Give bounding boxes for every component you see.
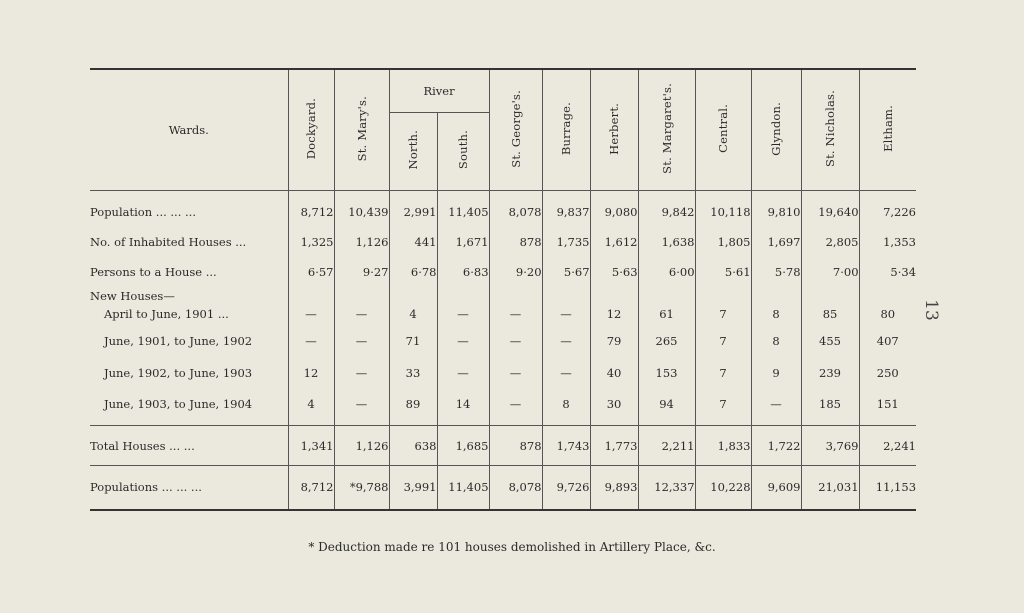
- table-cell: 2,211: [638, 426, 695, 466]
- table-cell: 7: [695, 357, 751, 389]
- table-cell: 1,341: [288, 426, 334, 466]
- central-header: Central.: [695, 69, 751, 191]
- row-label: June, 1903, to June, 1904: [104, 397, 253, 411]
- table-cell: 2,991: [389, 197, 437, 227]
- st-nicholas-header: St. Nicholas.: [801, 69, 859, 191]
- table-cell: 9,080: [590, 197, 638, 227]
- table-cell: 1,697: [751, 227, 801, 257]
- table-cell: 441: [389, 227, 437, 257]
- table-cell: 10,228: [695, 466, 751, 510]
- table-cell: 61: [638, 303, 695, 325]
- table-cell: 19,640: [801, 197, 859, 227]
- table-row: [90, 303, 916, 325]
- table-cell: 80: [859, 303, 916, 325]
- table-cell: 6·57: [288, 257, 334, 287]
- table-cell: 638: [389, 426, 437, 466]
- table-row-total-houses: [90, 426, 916, 466]
- table-cell: —: [437, 357, 489, 389]
- table-cell: 2,241: [859, 426, 916, 466]
- table-cell: 40: [590, 357, 638, 389]
- table-cell: 8,712: [288, 466, 334, 510]
- eltham-header: Eltham.: [859, 69, 916, 191]
- table-cell: 1,612: [590, 227, 638, 257]
- table-cell: 5·67: [542, 257, 590, 287]
- table-row: [90, 257, 916, 287]
- table-cell: 250: [859, 357, 916, 389]
- table-cell: 878: [489, 426, 542, 466]
- table-cell: 11,405: [437, 466, 489, 510]
- table-cell: 1,735: [542, 227, 590, 257]
- row-label: Persons to a House ...: [90, 265, 217, 279]
- table-cell: 7·00: [801, 257, 859, 287]
- table-cell: 153: [638, 357, 695, 389]
- table-cell: —: [334, 357, 389, 389]
- river-header: River: [389, 69, 489, 113]
- table-cell: —: [437, 303, 489, 325]
- table-cell: 9: [751, 357, 801, 389]
- st-margarets-header: St. Margaret's.: [638, 69, 695, 191]
- herbert-header: Herbert.: [590, 69, 638, 191]
- table-cell: 1,325: [288, 227, 334, 257]
- table-cell: 85: [801, 303, 859, 325]
- table-cell: 4: [389, 303, 437, 325]
- row-label: April to June, 1901 ...: [104, 307, 229, 321]
- table-cell: 5·63: [590, 257, 638, 287]
- table-cell: 11,405: [437, 197, 489, 227]
- table-cell: 265: [638, 325, 695, 357]
- table-cell: 9,837: [542, 197, 590, 227]
- table-row: [90, 197, 916, 227]
- table-cell: 21,031: [801, 466, 859, 510]
- table-cell: 1,671: [437, 227, 489, 257]
- table-cell: 7: [695, 303, 751, 325]
- table-cell: —: [288, 325, 334, 357]
- table-cell: —: [489, 325, 542, 357]
- table-cell: 12: [590, 303, 638, 325]
- dockyard-header: Dockyard.: [288, 69, 334, 191]
- glyndon-header: Glyndon.: [751, 69, 801, 191]
- river-south-header: South.: [437, 113, 489, 191]
- table-cell: —: [334, 303, 389, 325]
- table-row: [90, 227, 916, 257]
- row-label: New Houses—: [90, 289, 175, 303]
- table-cell: 9,726: [542, 466, 590, 510]
- burrage-header: Burrage.: [542, 69, 590, 191]
- table-cell: 6·00: [638, 257, 695, 287]
- row-label: Populations ... ... ...: [90, 466, 288, 510]
- table-row-populations: [90, 466, 916, 510]
- table-cell: 4: [288, 389, 334, 419]
- table-cell: 11,153: [859, 466, 916, 510]
- table-cell: 12,337: [638, 466, 695, 510]
- table-cell: 33: [389, 357, 437, 389]
- table-cell: —: [334, 325, 389, 357]
- table-cell: 8: [751, 325, 801, 357]
- table-cell: 8,712: [288, 197, 334, 227]
- table-cell: 10,118: [695, 197, 751, 227]
- table-cell: 3,991: [389, 466, 437, 510]
- table-cell: 239: [801, 357, 859, 389]
- table-row: [90, 325, 916, 357]
- table-cell: 1,353: [859, 227, 916, 257]
- table-cell: 2,805: [801, 227, 859, 257]
- table-cell: 455: [801, 325, 859, 357]
- table-cell: 1,722: [751, 426, 801, 466]
- table-cell: 9·27: [334, 257, 389, 287]
- table-cell: 5·61: [695, 257, 751, 287]
- table-cell: —: [542, 303, 590, 325]
- table-cell: 9,842: [638, 197, 695, 227]
- table-cell: 6·83: [437, 257, 489, 287]
- table-cell: 9,810: [751, 197, 801, 227]
- table-cell: 6·78: [389, 257, 437, 287]
- table-cell: 89: [389, 389, 437, 419]
- table-cell: 1,638: [638, 227, 695, 257]
- table-cell: —: [751, 389, 801, 419]
- table-row: [90, 287, 916, 303]
- page-number: 13: [920, 299, 941, 321]
- table-cell: 12: [288, 357, 334, 389]
- table-cell: 1,805: [695, 227, 751, 257]
- table-cell: 5·78: [751, 257, 801, 287]
- table-row: [90, 357, 916, 389]
- table-cell: 9·20: [489, 257, 542, 287]
- row-label: Total Houses ... ...: [90, 426, 288, 466]
- table-cell: —: [542, 325, 590, 357]
- river-north-header: North.: [389, 113, 437, 191]
- table-cell: 1,126: [334, 227, 389, 257]
- table-cell: 94: [638, 389, 695, 419]
- table-cell: 5·34: [859, 257, 916, 287]
- wards-header: Wards.: [90, 69, 288, 191]
- table-cell: —: [542, 357, 590, 389]
- table-cell: 151: [859, 389, 916, 419]
- table-cell: —: [437, 325, 489, 357]
- row-label: Population ... ... ...: [90, 205, 196, 219]
- table-cell: 878: [489, 227, 542, 257]
- table-cell: 7,226: [859, 197, 916, 227]
- header-row-top: [90, 69, 916, 113]
- table-cell: 3,769: [801, 426, 859, 466]
- table-cell: 8,078: [489, 466, 542, 510]
- table-cell: —: [334, 389, 389, 419]
- table-cell: —: [489, 357, 542, 389]
- table-cell: 7: [695, 325, 751, 357]
- table-cell: —: [489, 303, 542, 325]
- table-cell: 8: [542, 389, 590, 419]
- table-cell: 8: [751, 303, 801, 325]
- table-cell: 1,685: [437, 426, 489, 466]
- table-cell: 79: [590, 325, 638, 357]
- table-row: [90, 389, 916, 419]
- table-cell: 9,893: [590, 466, 638, 510]
- footnote: * Deduction made re 101 houses demolished in Artillery Place, &c.: [308, 540, 716, 554]
- table-cell: 1,833: [695, 426, 751, 466]
- table-cell: 7: [695, 389, 751, 419]
- row-label: June, 1902, to June, 1903: [104, 366, 253, 380]
- table-cell: 71: [389, 325, 437, 357]
- table-cell: 1,743: [542, 426, 590, 466]
- table-cell: 8,078: [489, 197, 542, 227]
- table-cell: —: [489, 389, 542, 419]
- table-cell: *9,788: [334, 466, 389, 510]
- table-cell: 1,126: [334, 426, 389, 466]
- table-cell: 407: [859, 325, 916, 357]
- ward-statistics-table: [90, 68, 916, 511]
- table-cell: 14: [437, 389, 489, 419]
- table-cell: 185: [801, 389, 859, 419]
- table-cell: —: [288, 303, 334, 325]
- st-marys-header: St. Mary's.: [334, 69, 389, 191]
- row-label: June, 1901, to June, 1902: [104, 334, 253, 348]
- st-georges-header: St. George's.: [489, 69, 542, 191]
- row-label: No. of Inhabited Houses ...: [90, 235, 247, 249]
- table-cell: 30: [590, 389, 638, 419]
- table-cell: 9,609: [751, 466, 801, 510]
- table-cell: 10,439: [334, 197, 389, 227]
- table-cell: 1,773: [590, 426, 638, 466]
